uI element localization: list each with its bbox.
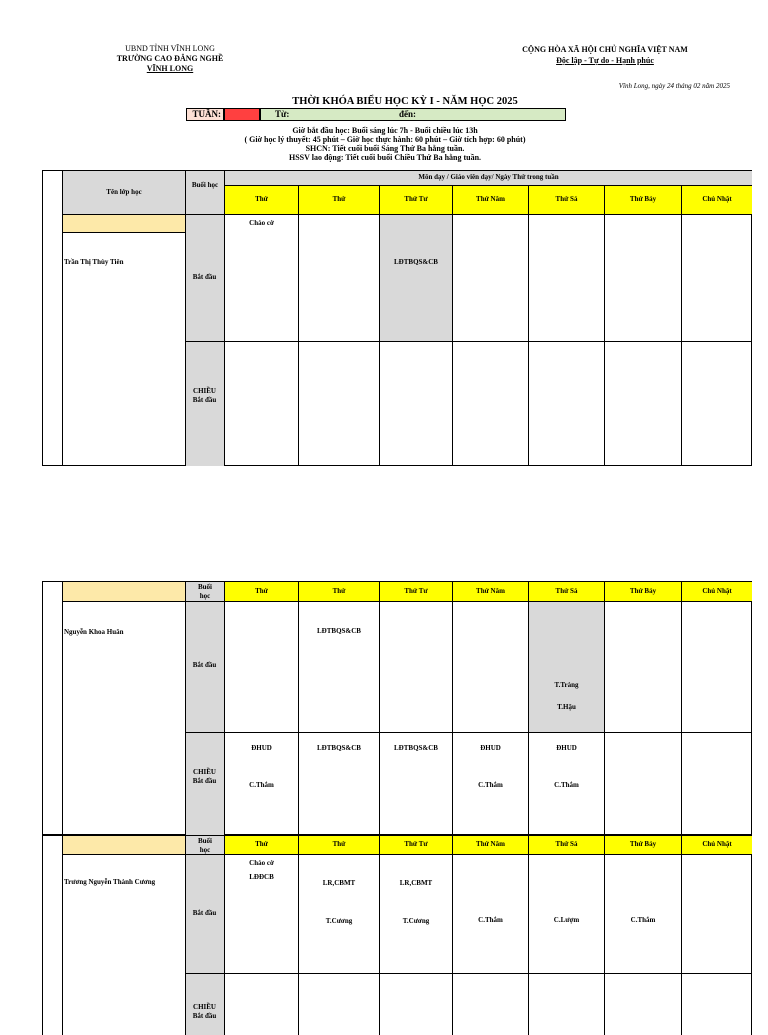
slot-morning[interactable]: Chào cờ LĐĐCB: [224, 854, 298, 973]
afternoon-label: CHIỀU Bắt đầu: [192, 387, 217, 404]
info-line3: SHCN: Tiết cuối buổi Sáng Thứ Ba hằng tuần.: [305, 144, 465, 153]
slot-afternoon[interactable]: [604, 732, 681, 835]
slot-afternoon[interactable]: [528, 341, 604, 466]
day-header: Thứ: [298, 185, 379, 214]
slot-afternoon[interactable]: [452, 341, 528, 466]
slot-afternoon[interactable]: [604, 973, 681, 1035]
timetable-block-3: [42, 835, 752, 1035]
slot-afternoon[interactable]: [681, 732, 752, 835]
slot-afternoon[interactable]: [681, 341, 752, 466]
slot-morning[interactable]: [528, 214, 604, 341]
day-header: Thứ Bảy: [604, 835, 681, 854]
subject-header: Môn dạy / Giáo viên dạy/ Ngày Thứ trong tuần: [224, 170, 752, 185]
info-line2: ( Giờ học lý thuyết: 45 phút – Giờ học thực hành: 60 phút – Giờ tích hợp: 60 phút): [244, 135, 526, 144]
nation-header: [470, 44, 740, 66]
slot-afternoon[interactable]: [379, 341, 452, 466]
day-header: Thứ Bảy: [604, 185, 681, 214]
slot-morning[interactable]: C.Thắm: [452, 854, 528, 973]
class-name-field[interactable]: [62, 835, 185, 854]
slot-morning[interactable]: [224, 601, 298, 732]
slot-morning[interactable]: C.Lượm: [528, 854, 604, 973]
slot-afternoon[interactable]: [604, 341, 681, 466]
day-header: Thứ Năm: [452, 185, 528, 214]
day-header: Thứ Tư: [379, 835, 452, 854]
to-label: đến:: [399, 109, 417, 119]
slot-afternoon[interactable]: ĐHUD C.Thắm: [452, 732, 528, 835]
slot-afternoon[interactable]: [298, 973, 379, 1035]
slot-afternoon[interactable]: [681, 973, 752, 1035]
day-header: Chủ Nhật: [681, 185, 752, 214]
slot-morning[interactable]: [379, 601, 452, 732]
timetable-block-1: [42, 170, 752, 466]
slot-morning[interactable]: [681, 601, 752, 732]
class-name-field[interactable]: [62, 214, 185, 232]
day-header: Thứ: [224, 185, 298, 214]
org-line1: UBND TỈNH VĨNH LONG: [125, 44, 215, 53]
week-range-field[interactable]: [260, 108, 566, 121]
slot-afternoon[interactable]: [452, 973, 528, 1035]
week-label: TUẦN:: [186, 108, 224, 121]
afternoon-label: CHIỀU Bắt đầu: [192, 768, 217, 785]
slot-morning[interactable]: [681, 214, 752, 341]
slot-morning[interactable]: LĐTBQS&CB: [379, 214, 452, 341]
morning-label: Bắt đầu: [192, 909, 217, 917]
slot-morning[interactable]: LR,CBMT T.Cương: [298, 854, 379, 973]
day-header: Thứ Sá: [528, 581, 604, 601]
slot-morning[interactable]: [604, 214, 681, 341]
slot-afternoon[interactable]: [379, 973, 452, 1035]
session-header: Buổi học: [185, 170, 224, 214]
schedule-info: [160, 126, 610, 162]
day-header: Chủ Nhật: [681, 835, 752, 854]
org-header: [90, 44, 250, 74]
slot-afternoon[interactable]: [528, 973, 604, 1035]
timetable-block-2: [42, 581, 752, 835]
day-header: Thứ Năm: [452, 835, 528, 854]
day-header: Thứ: [298, 581, 379, 601]
day-header: Thứ Bảy: [604, 581, 681, 601]
teacher-name: Trương Nguyễn Thành Cương: [64, 878, 156, 886]
day-header: Thứ Tư: [379, 185, 452, 214]
slot-afternoon[interactable]: ĐHUD C.Thắm: [224, 732, 298, 835]
teacher-name: Trần Thị Thùy Tiên: [64, 258, 124, 266]
nation-line2: Độc lập - Tự do - Hạnh phúc: [556, 56, 654, 65]
slot-afternoon[interactable]: [224, 973, 298, 1035]
slot-morning[interactable]: [452, 214, 528, 341]
slot-afternoon[interactable]: ĐHUD C.Thắm: [528, 732, 604, 835]
slot-afternoon[interactable]: LĐTBQS&CB: [298, 732, 379, 835]
day-header: Thứ Sá: [528, 835, 604, 854]
slot-afternoon[interactable]: [224, 341, 298, 466]
issue-date: Vĩnh Long, ngày 24 tháng 02 năm 2025: [618, 82, 730, 90]
page-title: THỜI KHÓA BIỂU HỌC KỲ I - NĂM HỌC 2025: [292, 96, 518, 107]
day-header: Chủ Nhật: [681, 581, 752, 601]
slot-morning[interactable]: [298, 214, 379, 341]
info-line1: Giờ bắt đầu học: Buổi sáng lúc 7h - Buổi chiều lúc 13h: [292, 126, 478, 135]
day-header: Thứ Năm: [452, 581, 528, 601]
slot-morning[interactable]: [681, 854, 752, 973]
slot-morning[interactable]: LĐTBQS&CB: [298, 601, 379, 732]
slot-morning[interactable]: C.Thắm: [604, 854, 681, 973]
day-header: Thứ: [224, 581, 298, 601]
class-name-header: Tên lớp học: [62, 170, 185, 214]
morning-label: Bắt đầu: [192, 661, 217, 669]
slot-morning[interactable]: [604, 601, 681, 732]
day-header: Thứ: [224, 835, 298, 854]
nation-line1: CỘNG HÒA XÃ HỘI CHỦ NGHĨA VIỆT NAM: [522, 45, 688, 54]
slot-morning[interactable]: LR,CBMT T.Cương: [379, 854, 452, 973]
teacher-name: Nguyễn Khoa Huân: [64, 628, 124, 636]
from-label: Từ:: [275, 109, 290, 119]
slot-morning[interactable]: Chào cờ: [224, 214, 298, 341]
slot-afternoon[interactable]: LĐTBQS&CB: [379, 732, 452, 835]
morning-label: Bắt đầu: [192, 273, 217, 281]
class-name-field[interactable]: [62, 581, 185, 601]
session-header: Buổi học: [185, 835, 224, 854]
day-header: Thứ Sá: [528, 185, 604, 214]
day-header: Thứ: [298, 835, 379, 854]
session-header: Buổi học: [185, 581, 224, 601]
org-line3: VĨNH LONG: [146, 64, 194, 73]
slot-morning[interactable]: [452, 601, 528, 732]
slot-afternoon[interactable]: [298, 341, 379, 466]
day-header: Thứ Tư: [379, 581, 452, 601]
org-line2: TRƯỜNG CAO ĐẲNG NGHỀ: [116, 54, 224, 63]
slot-morning[interactable]: T.Tràng T.Hậu: [528, 601, 604, 732]
afternoon-label: CHIỀU Bắt đầu: [192, 1003, 217, 1020]
info-line4: HSSV lao động: Tiết cuối buổi Chiều Thứ Ba hằng tuần.: [288, 153, 482, 162]
week-value-field[interactable]: [224, 108, 260, 121]
